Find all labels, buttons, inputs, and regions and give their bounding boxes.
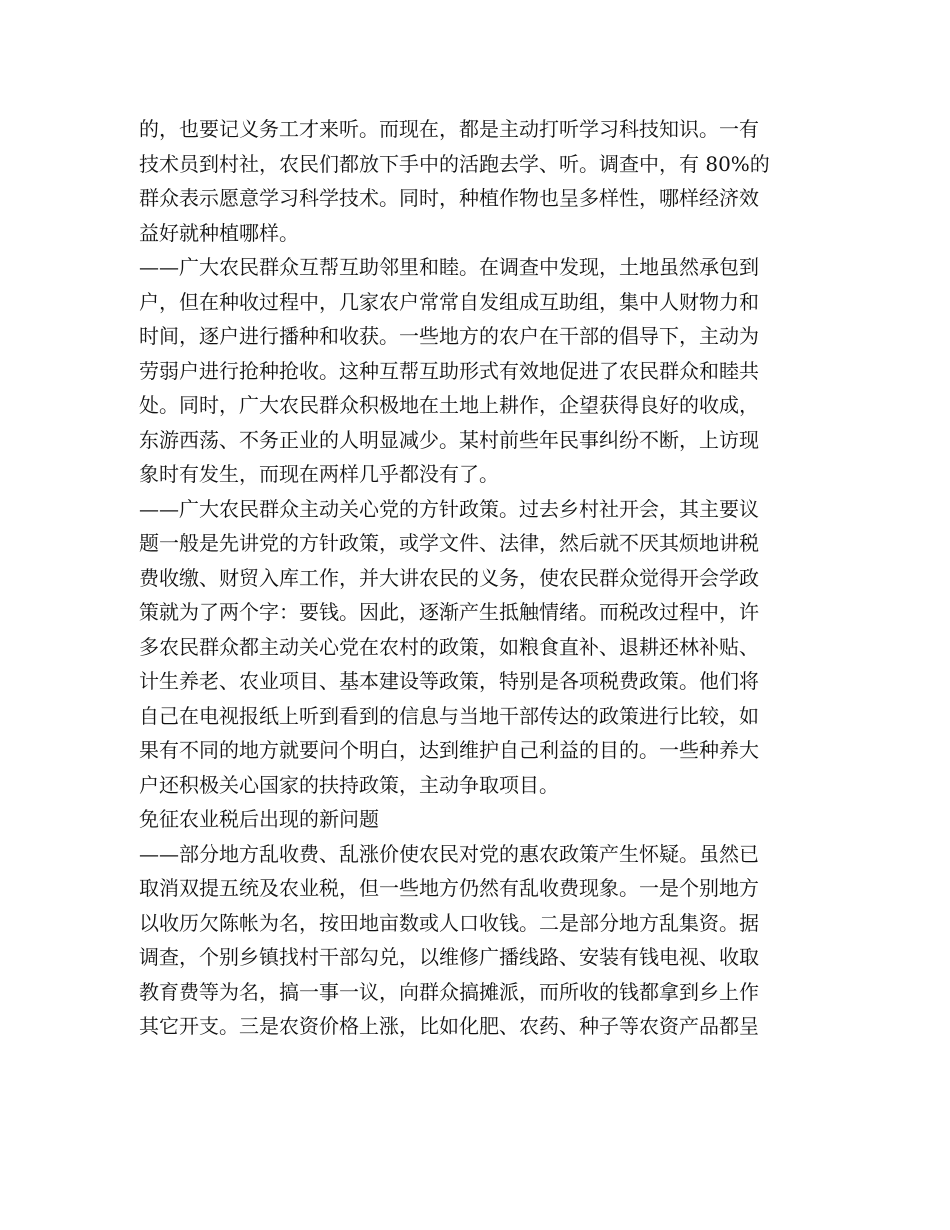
text-line: 其它开支。三是农资价格上涨，比如化肥、农药、种子等农资产品都呈	[139, 1014, 759, 1038]
text-line: 以收历欠陈帐为名，按田地亩数或人口收钱。二是部分地方乱集资。据	[139, 910, 759, 935]
text-line: ——广大农民群众主动关心党的方针政策。过去乡村社开会，其主要议	[139, 496, 759, 521]
text-line: 群众表示愿意学习科学技术。同时，种植作物也呈多样性，哪样经济效	[139, 186, 759, 210]
text-line: 户还积极关心国家的扶持政策，主动争取项目。	[139, 772, 559, 797]
text-line: 调查，个别乡镇找村干部勾兑，以维修广播线路、安装有钱电视、收取	[139, 945, 759, 969]
text-line: 的，也要记义务工才来听。而现在，都是主动打听学习科技知识。一有	[139, 117, 759, 141]
text-line: 多农民群众都主动关心党在农村的政策，如粮食直补、退耕还林补贴、	[139, 634, 759, 659]
text-line: 技术员到村社，农民们都放下手中的活跑去学、听。调查中，有 80%的	[139, 151, 770, 176]
text-line: 取消双提五统及农业税，但一些地方仍然有乱收费现象。一是个别地方	[139, 876, 759, 900]
text-line: 果有不同的地方就要问个明白，达到维护自己利益的目的。一些种养大	[139, 738, 759, 762]
text-line: 象时有发生，而现在两样几乎都没有了。	[139, 462, 499, 486]
text-line: 教育费等为名，搞一事一议，向群众搞摊派，而所收的钱都拿到乡上作	[139, 979, 759, 1004]
text-line: 劳弱户进行抢种抢收。这种互帮互助形式有效地促进了农民群众和睦共	[139, 358, 759, 383]
text-line: 自己在电视报纸上听到看到的信息与当地干部传达的政策进行比较，如	[139, 703, 759, 728]
text-line: 东游西荡、不务正业的人明显减少。某村前些年民事纠纷不断，上访现	[139, 427, 759, 452]
text-line: 时间，逐户进行播种和收获。一些地方的农户在干部的倡导下，主动为	[139, 324, 759, 348]
text-line: ——部分地方乱收费、乱涨价使农民对党的惠农政策产生怀疑。虽然已	[139, 841, 759, 866]
section-heading: 免征农业税后出现的新问题	[139, 807, 379, 831]
text-line: 费收缴、财贸入库工作，并大讲农民的义务，使农民群众觉得开会学政	[139, 565, 759, 590]
text-line: 题一般是先讲党的方针政策，或学文件、法律，然后就不厌其烦地讲税	[139, 531, 759, 555]
text-line: 处。同时，广大农民群众积极地在土地上耕作，企望获得良好的收成，	[139, 393, 759, 417]
text-line: 计生养老、农业项目、基本建设等政策，特别是各项税费政策。他们将	[139, 669, 759, 693]
text-line: ——广大农民群众互帮互助邻里和睦。在调查中发现，土地虽然承包到	[139, 255, 759, 279]
text-line: 策就为了两个字：要钱。因此，逐渐产生抵触情绪。而税改过程中，许	[139, 600, 759, 624]
text-line: 益好就种植哪样。	[139, 220, 299, 245]
document-body	[139, 112, 819, 1044]
text-line: 户，但在种收过程中，几家农户常常自发组成互助组，集中人财物力和	[139, 289, 759, 314]
